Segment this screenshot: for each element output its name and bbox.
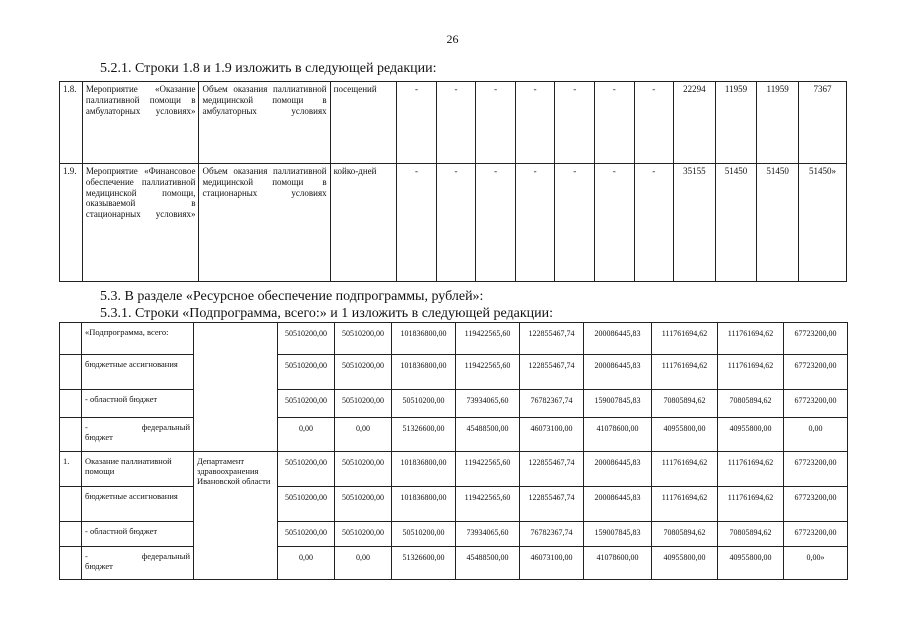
amount-cell: 73934065,60: [456, 390, 520, 418]
event-name: Мероприятие «Оказание паллиативной помощи в амбулаторных условиях»: [82, 82, 199, 164]
label-budget: бюджет: [85, 561, 113, 572]
value-cell: 35155: [674, 164, 716, 282]
table-row: [60, 390, 848, 418]
amount-cell: 111761694,62: [652, 487, 718, 522]
amount-cell: 70805894,62: [718, 390, 784, 418]
amount-cell: 50510200,00: [278, 452, 335, 487]
amount-cell: 67723200,00: [784, 452, 848, 487]
table-row: [60, 82, 847, 164]
unit: посещений: [330, 82, 397, 164]
table-row: [60, 452, 848, 487]
amount-cell: 111761694,62: [652, 355, 718, 390]
amount-cell: 45488500,00: [456, 418, 520, 452]
amount-cell: 50510200,00: [278, 487, 335, 522]
section-heading-5-2-1: 5.2.1. Строки 1.8 и 1.9 изложить в следующей редакции:: [100, 61, 437, 76]
amount-cell: 76782367,74: [520, 390, 584, 418]
value-cell: 51450»: [798, 164, 846, 282]
amount-cell: 50510200,00: [392, 522, 456, 547]
row-number: 1.: [60, 452, 82, 487]
amount-cell: 76782367,74: [520, 522, 584, 547]
amount-cell: 111761694,62: [652, 452, 718, 487]
value-cell: 51450: [715, 164, 757, 282]
amount-cell: 0,00: [335, 547, 392, 580]
amount-cell: 122855467,74: [520, 323, 584, 355]
amount-cell: 67723200,00: [784, 390, 848, 418]
dash-cell: -: [476, 82, 516, 164]
section-heading-5-3: 5.3. В разделе «Ресурсное обеспечение подпрограммы, рублей»:: [100, 289, 484, 304]
table-row: [60, 355, 848, 390]
amount-cell: 122855467,74: [520, 452, 584, 487]
label-dash: -: [85, 422, 88, 432]
dash-cell: -: [436, 82, 476, 164]
row-label: бюджетные ассигнования: [82, 487, 194, 522]
table-row: [60, 418, 848, 452]
value-cell: 11959: [757, 82, 799, 164]
row-number: [60, 390, 82, 418]
amount-cell: 122855467,74: [520, 355, 584, 390]
amount-cell: 50510200,00: [335, 390, 392, 418]
amount-cell: 40955800,00: [718, 547, 784, 580]
amount-cell: 111761694,62: [718, 487, 784, 522]
row-number: [60, 323, 82, 355]
amount-cell: 111761694,62: [718, 355, 784, 390]
indicator-name: Объем оказания паллиативной медицинской помощи в стационарных условиях: [199, 164, 330, 282]
value-cell: 11959: [715, 82, 757, 164]
amount-cell: 70805894,62: [652, 522, 718, 547]
row-number: [60, 487, 82, 522]
amount-cell: 159007845,83: [584, 522, 652, 547]
amount-cell: 0,00: [278, 418, 335, 452]
amount-cell: 70805894,62: [652, 390, 718, 418]
amount-cell: 50510200,00: [335, 522, 392, 547]
amount-cell: 50510200,00: [278, 390, 335, 418]
label-dash: -: [85, 551, 88, 561]
department-cell: [194, 323, 278, 452]
amount-cell: 101836800,00: [392, 487, 456, 522]
row-label: - областной бюджет: [82, 390, 194, 418]
amount-cell: 70805894,62: [718, 522, 784, 547]
table-row: [60, 522, 848, 547]
indicators-table: [59, 81, 847, 282]
row-number: [60, 547, 82, 580]
row-number: [60, 355, 82, 390]
section-heading-5-3-1: 5.3.1. Строки «Подпрограмма, всего:» и 1 изложить в следующей редакции:: [100, 306, 554, 321]
dash-cell: -: [476, 164, 516, 282]
page-number: 26: [446, 32, 459, 46]
dash-cell: -: [594, 164, 634, 282]
amount-cell: 119422565,60: [456, 323, 520, 355]
amount-cell: 0,00: [278, 547, 335, 580]
amount-cell: 119422565,60: [456, 355, 520, 390]
table-row: [60, 164, 847, 282]
amount-cell: 50510200,00: [335, 323, 392, 355]
value-cell: 7367: [798, 82, 846, 164]
amount-cell: 200086445,83: [584, 323, 652, 355]
department-cell: Департамент здравоохранения Ивановской области: [194, 452, 278, 580]
dash-cell: -: [515, 164, 555, 282]
amount-cell: 200086445,83: [584, 355, 652, 390]
table-row: [60, 323, 848, 355]
amount-cell: 119422565,60: [456, 487, 520, 522]
dash-cell: -: [634, 164, 674, 282]
amount-cell: 50510200,00: [335, 487, 392, 522]
amount-cell: 51326600,00: [392, 418, 456, 452]
dash-cell: -: [397, 164, 437, 282]
row-label: [82, 547, 194, 580]
row-number: 1.9.: [60, 164, 83, 282]
amount-cell: 50510200,00: [278, 323, 335, 355]
label-federal: федеральный: [141, 551, 190, 561]
amount-cell: 0,00: [335, 418, 392, 452]
amount-cell: 119422565,60: [456, 452, 520, 487]
resource-table: [59, 322, 848, 580]
amount-cell: 73934065,60: [456, 522, 520, 547]
value-cell: 22294: [674, 82, 716, 164]
row-label: Оказание паллиативной помощи: [82, 452, 194, 487]
amount-cell: 200086445,83: [584, 487, 652, 522]
amount-cell: 101836800,00: [392, 452, 456, 487]
amount-cell: 0,00»: [784, 547, 848, 580]
dash-cell: -: [436, 164, 476, 282]
label-federal: федеральный: [141, 422, 190, 432]
amount-cell: 40955800,00: [718, 418, 784, 452]
amount-cell: 50510200,00: [392, 390, 456, 418]
amount-cell: 67723200,00: [784, 323, 848, 355]
dash-cell: -: [555, 164, 595, 282]
amount-cell: 46073100,00: [520, 418, 584, 452]
amount-cell: 67723200,00: [784, 355, 848, 390]
amount-cell: 122855467,74: [520, 487, 584, 522]
row-label: бюджетные ассигнования: [82, 355, 194, 390]
label-budget: бюджет: [85, 432, 113, 443]
row-number: [60, 522, 82, 547]
amount-cell: 67723200,00: [784, 522, 848, 547]
unit: койко-дней: [330, 164, 397, 282]
amount-cell: 40955800,00: [652, 547, 718, 580]
amount-cell: 159007845,83: [584, 390, 652, 418]
dash-cell: -: [555, 82, 595, 164]
amount-cell: 50510200,00: [335, 355, 392, 390]
amount-cell: 67723200,00: [784, 487, 848, 522]
table-row: [60, 547, 848, 580]
dash-cell: -: [397, 82, 437, 164]
amount-cell: 46073100,00: [520, 547, 584, 580]
amount-cell: 111761694,62: [652, 323, 718, 355]
amount-cell: 51326600,00: [392, 547, 456, 580]
event-name: Мероприятие «Финансовое обеспечение паллиативной медицинской помощи, оказываемой в стационарных условиях»: [82, 164, 199, 282]
amount-cell: 41078600,00: [584, 547, 652, 580]
row-label: «Подпрограмма, всего:: [82, 323, 194, 355]
row-number: [60, 418, 82, 452]
amount-cell: 41078600,00: [584, 418, 652, 452]
row-number: 1.8.: [60, 82, 83, 164]
dash-cell: -: [515, 82, 555, 164]
dash-cell: -: [594, 82, 634, 164]
dash-cell: -: [634, 82, 674, 164]
row-label: - областной бюджет: [82, 522, 194, 547]
amount-cell: 0,00: [784, 418, 848, 452]
amount-cell: 50510200,00: [335, 452, 392, 487]
amount-cell: 200086445,83: [584, 452, 652, 487]
amount-cell: 50510200,00: [278, 522, 335, 547]
amount-cell: 101836800,00: [392, 355, 456, 390]
table-row: [60, 487, 848, 522]
amount-cell: 111761694,62: [718, 452, 784, 487]
amount-cell: 50510200,00: [278, 355, 335, 390]
amount-cell: 45488500,00: [456, 547, 520, 580]
value-cell: 51450: [757, 164, 799, 282]
amount-cell: 101836800,00: [392, 323, 456, 355]
amount-cell: 111761694,62: [718, 323, 784, 355]
indicator-name: Объем оказания паллиативной медицинской помощи в амбулаторных условиях: [199, 82, 330, 164]
amount-cell: 40955800,00: [652, 418, 718, 452]
row-label: [82, 418, 194, 452]
